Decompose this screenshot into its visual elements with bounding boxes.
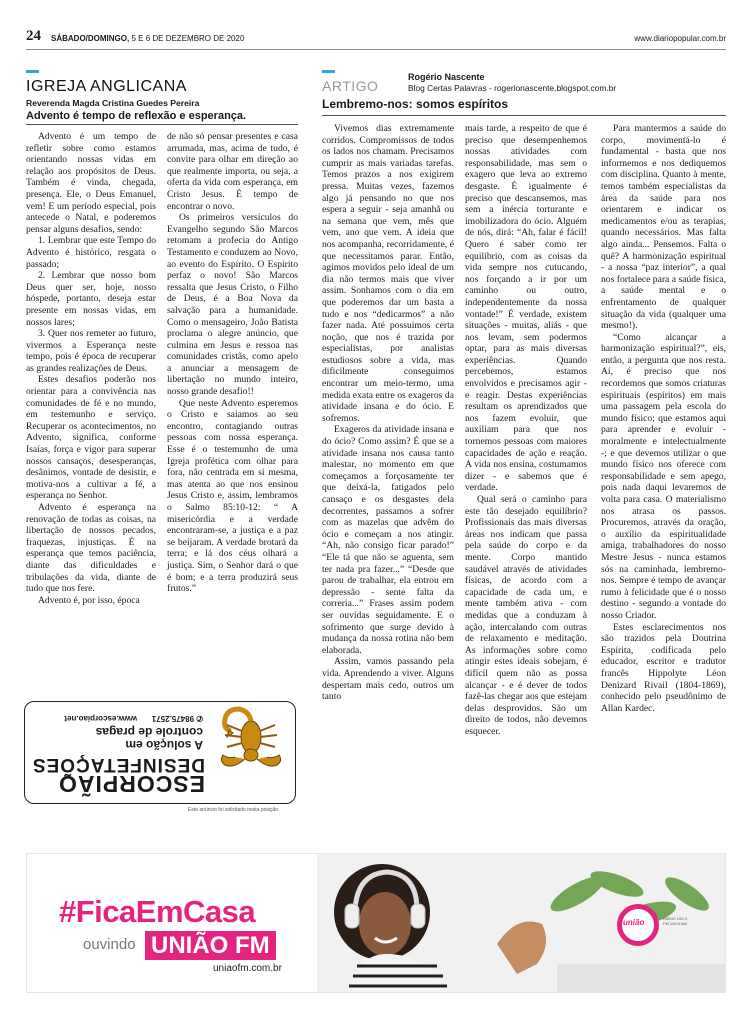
section-accent-left <box>26 70 39 73</box>
section-title-right: ARTIGO <box>322 78 379 94</box>
paragraph: Assim, vamos passando pela vida. Aprendendo a viver. Alguns despertam mais cedo, outros um tanto <box>322 656 454 703</box>
ad-placement-note: Este anúncio foi solicitado nesta posição <box>188 807 279 813</box>
paragraph: de não só pensar presentes e casa arrumada, mas, acima de tudo, é convite para olhar em direção ao que realmente importa, ou seja, a oferta da vida com esperança, em Cristo Jesus. É tempo de encontrar o novo. <box>167 131 298 212</box>
paragraph: Advento é, por isso, época <box>38 594 140 606</box>
logo-text: união <box>623 918 645 927</box>
article-author-left: Reverenda Magda Cristina Guedes Pereira <box>26 98 200 108</box>
paragraph: Advento é um tempo de refletir sobre como estamos orientando nossas vidas em relação aos propósitos de Deus. Também é vinda, chegada, presença. Ele, o Deus Emanuel, vem! E um período especial, pois antecede o Natal, e poderemos pensar alguns desafios, sendo: <box>26 131 156 235</box>
logo-subtext: RÁDIO 100.3 FM 104.9 AM <box>663 916 687 926</box>
paragraph: 1. Lembrar que este Tempo do Advento é histórico, resgata o passado; <box>26 235 156 270</box>
paragraph: Advento é esperança na renovação de todas as coisas, na libertação de nossos pecados, fraquezas, injustiças. É na esperança que temos paciência, diante das dificuldades e tribulações da vida, diante de tudo que nos fere. <box>26 502 156 595</box>
ad-content-rotated <box>25 702 295 803</box>
article-divider-right <box>322 115 726 116</box>
paragraph: Para mantermos a saúde do corpo, movimentá-lo é fundamental - basta que nos informemos e nos dediquemos com disciplina. Quanto à mente, temos também especialistas da área da saúde para nos orientarem e indicar os medicamentos e/ou as terapias, quando necessários. Mas falta algo ainda... Pensemos. Falta o quê? A harmonização espiritual - a nossa “paz interior”, a qual nos fortalece para a saúde física, a saúde mental e o enfrentamento de qualquer situação da vida (qualquer uma mesmo!). <box>601 123 726 332</box>
banner-radio-name: UNIÃO FM <box>145 931 276 960</box>
section-title-left: IGREJA ANGLICANA <box>26 78 187 95</box>
ad-slogan-line: controle de pragas <box>95 725 203 739</box>
right-article-column-2 <box>465 123 587 737</box>
right-article-column-1 <box>322 123 454 703</box>
ad-slogan <box>96 725 203 751</box>
ad-brand-line: ESCORPIÃO <box>57 771 205 797</box>
date-text: 5 E 6 DE DEZEMBRO DE 2020 <box>129 34 245 43</box>
date-weekday: SÁBADO/DOMINGO, <box>51 34 130 43</box>
article-headline-right: Lembremo-nos: somos espíritos <box>322 97 509 111</box>
paragraph: Estes esclarecimentos nos são trazidos pela Doutrina Espírita, codificada pelo educador, escritor e tradutor francês Hippolyte Léon Denizard Rivail (1804-1869), conhecido pelo pseudônimo de Allan Kardec. <box>601 621 726 714</box>
article-headline-left: Advento é tempo de reflexão e esperança. <box>26 110 247 122</box>
banner-radio-url[interactable]: uniaofm.com.br <box>213 963 282 974</box>
scorpion-icon <box>211 705 291 795</box>
paragraph: Os primeiros versículos do Evangelho segundo São Marcos retomam a profecia do Antigo Testamento e conduzem ao Novo, ao evento do Espírito. O Espírito perfaz o novo! São Marcos ressalta que Jesus Cristo, o Filho de Deus, é a Boa Nova da salvação para a humanidade. Como o mensageiro, João Batista proclama o alegre anúncio, que culmina em Jesus e ressoa nas comunidades cristãs, como apelo a anunciar a mensagem de libertação no mundo inteiro, nosso grande desafio!! <box>167 212 298 398</box>
ad-phone-number: 98475.2571 <box>151 714 195 723</box>
banner-listening-label: ouvindo <box>83 936 136 953</box>
ad-slogan-line: A solução em <box>125 738 203 752</box>
paragraph: Vivemos dias extremamente corridos. Compromissos de todos os lados nos chamam. Precisamos cumprir as mais variadas tarefas. Temos prazos a nos exigirem pressa. Muitas vezes, fazemos algo já pensando no que nos espera a seguir - seja amanhã ou na semana que vem, mês que vem, ano que vem. A ideia que nos acompanha, recorridamente, é que necessitamos parar. Então, agimos movidos pelo ideal de um dia não termos mais que viver assim. Sonhamos com o dia em que poderemos dar um basta a tudo e nos “dedicarmos” a não fazer nada. Até possuímos certa noção, que nos é trazida por especialistas, por analistas estudiosos sobre a vida, mas dificilmente conseguimos encontrar um meio-termo, uma medida exata entre os exageros da atividade insana e do ócio. E sofremos. <box>322 123 454 424</box>
article-divider-left <box>26 124 298 125</box>
uniao-fm-logo <box>617 904 685 946</box>
ad-brand <box>31 754 205 797</box>
article-blog: Blog Certas Palavras - rogerionascente.blogspot.com.br <box>408 83 617 93</box>
paragraph: Que neste Advento esperemos o Cristo e saiamos ao seu encontro, contagiando outras pessoas com nossa esperança. Esse é o testemunho de uma Igreja profética com olhar para fora, não centrada em si mesma, mas atenta ao que nos ensinou Jesus Cristo e, assim, lembramos o Salmo 85:10-12: “ A misericórdia e a verdade encontraram-se, a justiça e a paz se beijaram. A verdade brotará da terra; e lá dos céus olhará a justiça. Sim, o Senhor dará o que é bom; e a terra produzirá seus frutos.” <box>167 397 298 595</box>
left-article-column-2 <box>167 131 298 595</box>
paragraph: “Como alcançar a harmonização espiritual?”, eis, então, a pergunta que nos resta. Aí, é preciso que nos recordemos que somos criaturas espirituais (espíritos) em mais uma passagem pela escola do mundo físico; que estamos aqui para aprender e evoluir - moralmente e intelectualmente -; e que devemos utilizar o que mundo físico nos oferece com responsabilidade e sem apego, pois nada daqui levaremos de volta para casa. O materialismo nos atrasa os passos. Procuremos, através da oração, o auxílio da espiritualidade amiga, trabalhadores do nosso Mestre Jesus - nunca estamos sós na caminhada, lembremo-nos. Sempre é tempo de avançar rumo à felicidade que é o nosso destino - segundo a vontade do nosso Criador. <box>601 331 726 621</box>
edition-date <box>51 34 244 43</box>
article-author-right: Rogério Nascente <box>408 72 485 82</box>
section-accent-right <box>322 70 335 73</box>
site-url[interactable]: www.diariopopular.com.br <box>634 34 726 43</box>
paragraph: mais tarde, a respeito de que é preciso que desempenhemos nossas atividades com responsabilidade, mas sem o exagero que leva ao extremo desgaste. É igualmente é preciso que descansemos, mas sem a inércia torturante e imobilizadora do ócio. Alguém de nós, dirá: “Ah, falar é fácil! Quero é saber como ter equilíbrio, com as coisas da vida sempre nos cutucando, nos forçando a ir por um caminho ou outro, independentemente da nossa vontade!” É verdade, existem situações - muitas, aliás - que nos levam, sem podermos optar, para as mais diversas experiências. Quando percebemos, estamos envolvidos e precisamos agir - e reagir. Destas experiências resultam os aprendizados que nos fazem evoluir, que auxiliam para que nos tornemos pessoas com maiores capacidades de ação e reação. A vida nos ensina, costumamos dizer - e sabemos que é verdade. <box>465 123 587 494</box>
left-article-column-1 <box>26 131 156 606</box>
paragraph: Exageros da atividade insana e do ócio? Como assim? É que se a atividade insana nos causa tanto malestar, no momento em que começamos a forçosamente ter que deixá-la, fatigados pelo cansaço e os desgastes dela decorrentes, passamos a sofrer com as mazelas que advêm do ócio e começam a nos atingir. “Ah, não consigo ficar parado!” “Ele tá que não se aguenta, sem ter nada pra fazer...” “Desde que parou de trabalhar, ela entrou em depressão - sente falta da correria...” Frases assim podem ser ouvidas seguidamente. E o sofrimento que surge devido à mudança da nossa rotina não bem elaborada. <box>322 424 454 656</box>
whatsapp-icon: ✆ <box>194 714 203 723</box>
banner-hashtag: #FicaEmCasa <box>59 894 256 929</box>
scorpion-pest-control-ad[interactable] <box>24 701 296 804</box>
right-article-column-3 <box>601 123 726 714</box>
paragraph: 3. Quer nos remeter ao futuro, vivermos a Esperança neste tempo, pois é época de recuperar as grandes realizações de Deus. <box>26 328 156 374</box>
ad-brand-line: DESINFETAÇÕES <box>31 754 205 775</box>
paragraph: Estes desafios poderão nos orientar para a convivência nas comunidades de fé e no mundo, em testemunho e serviço. Recuperar os acontecimentos, no Advento, significa, conforme Isaías, força e vigor para superar nossos cansaços, desesperanças, desânimos, vontade de desistir, e motiva-nos a cultivar a fé, a esperança no Senhor. <box>26 374 156 502</box>
page-number: 24 <box>26 28 41 44</box>
uniao-fm-banner[interactable] <box>26 853 726 993</box>
paragraph: 2. Lembrar que nosso bom Deus quer ser, hoje, nosso hóspede, portanto, deseja estar presente em nossas vidas, em nossos lares; <box>26 270 156 328</box>
page-header <box>26 28 726 47</box>
header-divider <box>26 49 726 50</box>
paragraph: Qual será o caminho para este tão desejado equilíbrio? Profissionais das mais diversas áreas nos indicam que passa pela saúde do corpo e da mente. Corpo mantido saudável através de atividades físicas, de acordo com a capacidade de cada um, e mente também ativa - com medidas que a conduzam à ação, intercalando com outras de relaxamento e meditação. As informações sobre como atingir estes ideais sobejam, é difícil quem não as possa alcançar - e é dever de todos fazê-las chegar aos que estejam delas desprovidos. São um direito de todos, não devemos esquecer. <box>465 494 587 737</box>
ad-phone[interactable] <box>152 714 203 723</box>
ad-url[interactable]: www.escorpiao.net <box>64 714 137 723</box>
